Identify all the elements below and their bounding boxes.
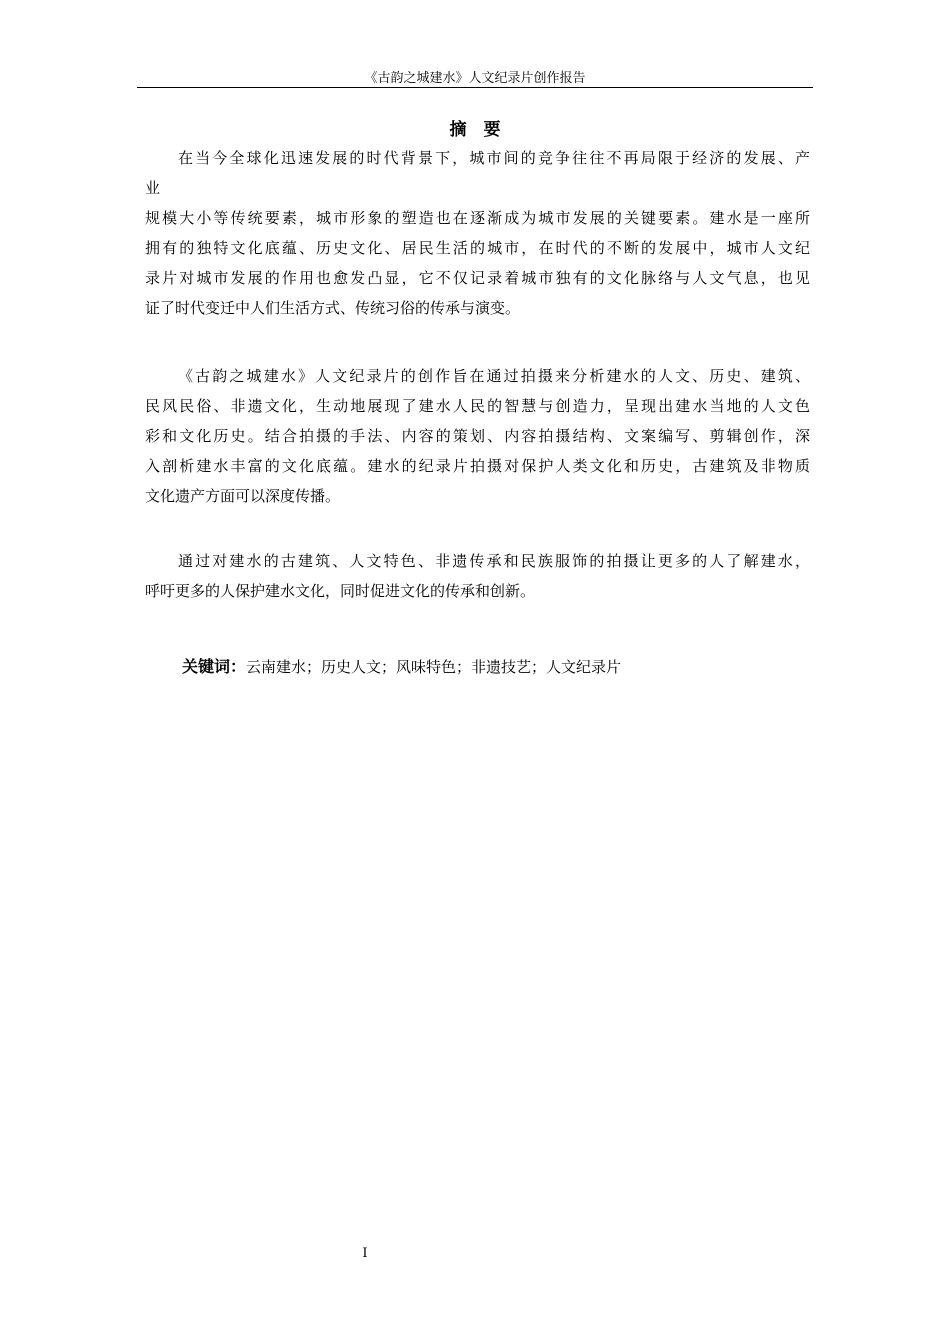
paragraph-line: 业 bbox=[145, 179, 161, 197]
paragraph-line: 通过对建水的古建筑、人文特色、非遗传承和民族服饰的拍摄让更多的人了解建水， bbox=[178, 552, 810, 570]
paragraph-line: 录片对城市发展的作用也愈发凸显，它不仅记录着城市独有的文化脉络与人文气息，也见 bbox=[145, 269, 810, 287]
paragraph-line: 呼吁更多的人保护建水文化，同时促进文化的传承和创新。 bbox=[145, 582, 536, 600]
keywords-list: 云南建水；历史人文；风味特色；非遗技艺；人文纪录片 bbox=[246, 658, 622, 676]
paragraph-line: 在当今全球化迅速发展的时代背景下，城市间的竞争往往不再局限于经济的发展、产 bbox=[178, 149, 810, 167]
paragraph-line: 民风民俗、非遗文化，生动地展现了建水人民的智慧与创造力，呈现出建水当地的人文色 bbox=[145, 397, 810, 415]
paragraph-line: 《古韵之城建水》人文纪录片的创作旨在通过拍摄来分析建水的人文、历史、建筑、 bbox=[178, 367, 810, 385]
paragraph-line: 入剖析建水丰富的文化底蕴。建水的纪录片拍摄对保护人类文化和历史，古建筑及非物质 bbox=[145, 457, 810, 475]
abstract-paragraph-3 bbox=[145, 546, 810, 606]
keywords bbox=[182, 654, 621, 680]
running-header: 《古韵之城建水》人文纪录片创作报告 bbox=[364, 71, 586, 86]
header-rule bbox=[137, 87, 813, 88]
page-number: I bbox=[362, 1246, 368, 1261]
paragraph-line: 规模大小等传统要素，城市形象的塑造也在逐渐成为城市发展的关键要素。建水是一座所 bbox=[145, 209, 810, 227]
paragraph-line: 拥有的独特文化底蕴、历史文化、居民生活的城市，在时代的不断的发展中，城市人文纪 bbox=[145, 239, 810, 257]
abstract-paragraph-2 bbox=[145, 361, 810, 511]
keywords-label: 关键词： bbox=[182, 657, 247, 676]
abstract-title: 摘 要 bbox=[449, 120, 501, 140]
paragraph-line: 文化遗产方面可以深度传播。 bbox=[145, 487, 341, 505]
abstract-paragraph-1 bbox=[145, 143, 810, 323]
paragraph-line: 证了时代变迁中人们生活方式、传统习俗的传承与演变。 bbox=[145, 299, 521, 317]
paragraph-line: 彩和文化历史。结合拍摄的手法、内容的策划、内容拍摄结构、文案编写、剪辑创作，深 bbox=[145, 427, 810, 445]
